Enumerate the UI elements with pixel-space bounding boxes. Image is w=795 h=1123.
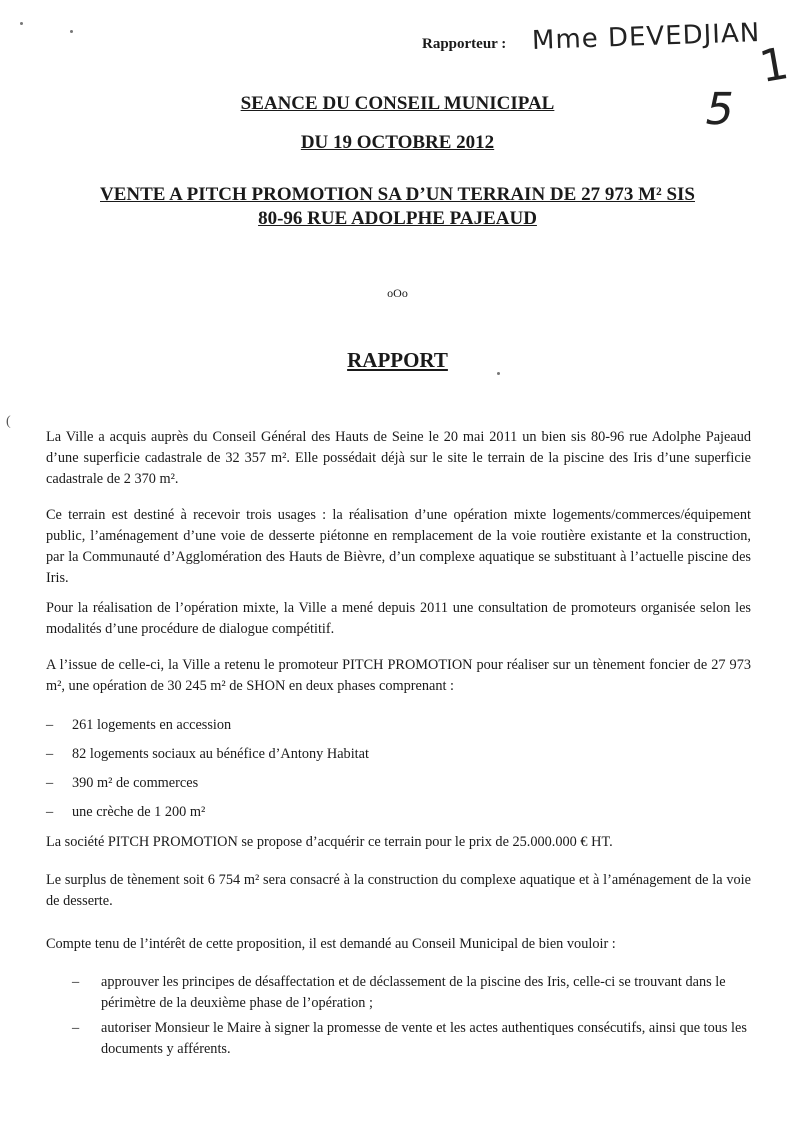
scan-speck — [497, 372, 500, 375]
list-item: – 261 logements en accession — [46, 715, 751, 736]
program-list — [46, 715, 751, 831]
subject-title — [40, 183, 755, 231]
paragraph-price: La société PITCH PROMOTION se propose d’acquérir ce terrain pour le prix de 25.000.000 € HT. — [46, 834, 613, 850]
paragraph-usages: Ce terrain est destiné à recevoir trois usages : la réalisation d’une opération mixte logements/commerces/équipement public, l’aménagement d’une voie de desserte piétonne en remplacement de la voie routière existante et la construction, par la Communauté d’Agglomération des Hauts de Bièvre, d’un complexe aquatique se substituant à l’actuelle piscine des Iris. — [46, 507, 751, 586]
paragraph-promoter: A l’issue de celle-ci, la Ville a retenu le promoteur PITCH PROMOTION pour réaliser sur un tènement foncier de 27 973 m², une opération de 30 245 m² de SHON en deux phases comprenant : — [46, 657, 751, 694]
dash-bullet: – — [72, 1020, 80, 1036]
meeting-title: SEANCE DU CONSEIL MUNICIPAL — [240, 93, 555, 114]
list-item: – 390 m² de commerces — [46, 773, 751, 794]
list-item: – approuver les principes de désaffectation et de déclassement de la piscine des Iris, celle-ci se trouvant dans le périmètre de la deuxième phase de l’opération ; — [72, 974, 726, 1011]
list-item: – autoriser Monsieur le Maire à signer la promesse de vente et les actes authentiques consécutifs, ainsi que tous les documents y afférents. — [72, 1020, 747, 1057]
paragraph-request-intro: Compte tenu de l’intérêt de cette proposition, il est demandé au Conseil Municipal de bien vouloir : — [46, 936, 616, 952]
rapporteur-handwritten-name: Mme DEVEDJIAN — [531, 18, 761, 56]
paragraph-surplus: Le surplus de tènement soit 6 754 m² sera consacré à la construction du complexe aquatique et à l’aménagement de la voie de desserte. — [46, 872, 751, 909]
list-item: – 82 logements sociaux au bénéfice d’Antony Habitat — [46, 744, 751, 765]
dash-bullet: – — [46, 775, 54, 791]
subject-line-1: VENTE A PITCH PROMOTION SA D’UN TERRAIN DE 27 973 M² SIS — [100, 184, 695, 205]
paragraph-acquisition: La Ville a acquis auprès du Conseil Général des Hauts de Seine le 20 mai 2011 un bien sis 80-96 rue Adolphe Pajeaud d’une superficie cadastrale de 32 357 m². Elle possédait déjà sur le site le terrain de la piscine des Iris d’une superficie cadastrale de 2 370 m². — [46, 429, 751, 487]
section-title: RAPPORT — [347, 348, 448, 372]
scan-speck — [20, 22, 23, 25]
dash-bullet: – — [46, 746, 54, 762]
rapporteur-label: Rapporteur : — [422, 36, 507, 52]
separator: oOo — [387, 286, 408, 300]
dash-bullet: – — [72, 974, 80, 990]
margin-mark: ( — [6, 414, 11, 429]
scan-speck — [70, 30, 73, 33]
handwritten-item-number: 5 — [700, 84, 741, 135]
requests-list — [46, 972, 751, 1064]
meeting-date: DU 19 OCTOBRE 2012 — [300, 132, 495, 153]
subject-line-2: 80-96 RUE ADOLPHE PAJEAUD — [258, 208, 537, 229]
list-item: – une crèche de 1 200 m² — [46, 802, 751, 823]
paragraph-consultation: Pour la réalisation de l’opération mixte, la Ville a mené depuis 2011 une consultation de promoteurs organisée selon les modalités d’une procédure de dialogue compétitif. — [46, 600, 751, 637]
dash-bullet: – — [46, 717, 54, 733]
dash-bullet: – — [46, 804, 54, 820]
handwritten-page-mark: 1 — [755, 37, 794, 94]
